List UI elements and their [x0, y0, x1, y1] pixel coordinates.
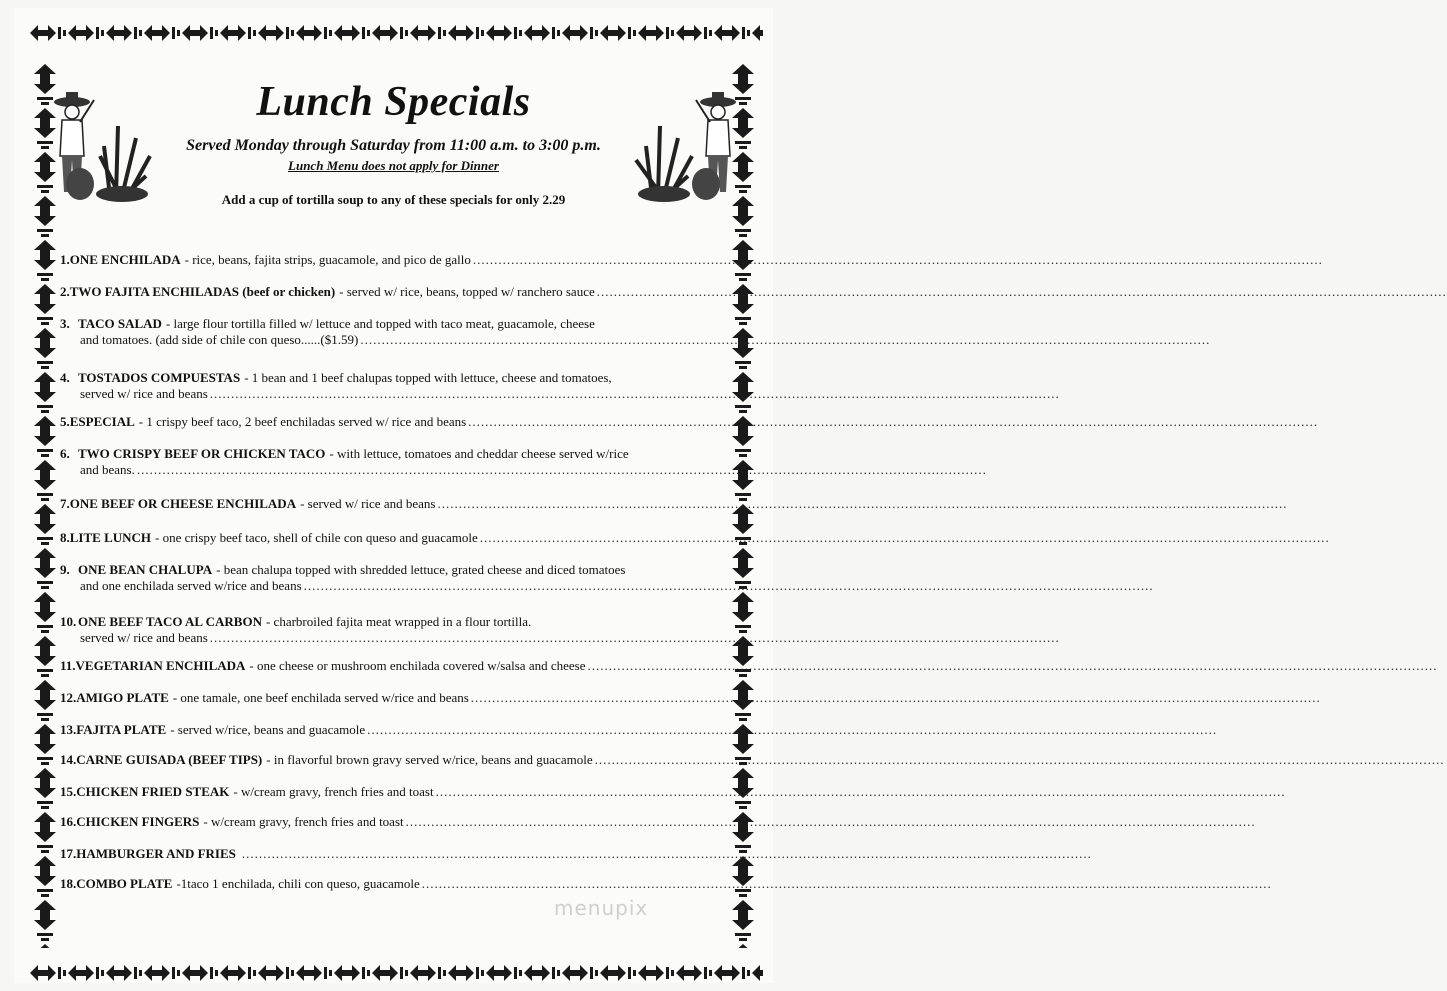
item-description: - served w/rice, beans and guacamole: [170, 722, 366, 737]
menu-item: [60, 414, 1319, 430]
leader-dots: ........................................................................................................................................................................................................: [367, 722, 1218, 737]
item-number: 7.: [60, 496, 70, 511]
item-description: - 1 crispy beef taco, 2 beef enchiladas served w/ rice and beans: [138, 414, 467, 429]
item-number: 18.: [60, 876, 77, 891]
item-description: - w/cream gravy, french fries and toast: [233, 784, 434, 799]
item-number: 9.: [60, 562, 70, 577]
bottom-border-ornament: [30, 962, 763, 984]
item-name: LITE LUNCH: [69, 530, 152, 545]
watermark: menupix: [554, 896, 649, 920]
item-description: - one crispy beef taco, shell of chile con queso and guacamole: [155, 530, 478, 545]
item-name: ESPECIAL: [69, 414, 135, 429]
item-name: TOSTADOS COMPUESTAS: [78, 370, 241, 385]
menu-item: [60, 252, 1323, 268]
menu-item: [60, 316, 1211, 348]
leader-dots: ........................................................................................................................................................................................................: [241, 846, 1092, 861]
leader-dots: ........................................................................................................................................................................................................: [209, 386, 1060, 401]
menu-item: [60, 446, 987, 478]
menu-item: [60, 614, 1060, 646]
item-description-continued: and tomatoes. (add side of chile con queso......($1.59): [80, 332, 359, 347]
item-number: 6.: [60, 446, 70, 461]
item-name: HAMBURGER AND FRIES: [76, 846, 236, 861]
item-description: - with lettuce, tomatoes and cheddar cheese served w/rice: [329, 446, 629, 461]
item-number: 16.: [60, 814, 77, 829]
leader-dots: ........................................................................................................................................................................................................: [470, 690, 1321, 705]
menu-item: [60, 814, 1256, 830]
item-description: - in flavorful brown gravy served w/rice, beans and guacamole: [266, 752, 593, 767]
item-number: 8.: [60, 530, 70, 545]
item-number: 14.: [60, 752, 77, 767]
item-description: - rice, beans, fajita strips, guacamole, and pico de gallo: [184, 252, 471, 267]
item-name: AMIGO PLATE: [76, 690, 169, 705]
leader-dots: ........................................................................................................................................................................................................: [421, 876, 1272, 891]
leader-dots: ........................................................................................................................................................................................................: [405, 814, 1256, 829]
item-number: 11.: [60, 658, 76, 673]
item-name: ONE BEEF TACO AL CARBON: [78, 614, 262, 629]
menu-item: [60, 784, 1286, 800]
soup-offer: Add a cup of tortilla soup to any of these specials for only 2.29: [221, 192, 566, 207]
menu-item: [60, 722, 1218, 738]
item-description: - 1 bean and 1 beef chalupas topped with lettuce, cheese and tomatoes,: [244, 370, 612, 385]
item-number: 10.: [60, 614, 77, 629]
leader-dots: ........................................................................................................................................................................................................: [596, 284, 1447, 299]
menu-item: [60, 752, 1445, 768]
item-number: 13.: [60, 722, 77, 737]
leader-dots: ........................................................................................................................................................................................................: [437, 496, 1288, 511]
menu-item: [60, 876, 1272, 892]
menu-item: [60, 530, 1330, 546]
page-title: Lunch Specials: [256, 79, 531, 125]
leader-dots: ........................................................................................................................................................................................................: [136, 462, 987, 477]
menu-item: [60, 562, 1154, 594]
leader-dots: ........................................................................................................................................................................................................: [468, 414, 1319, 429]
menu-item: [60, 284, 1447, 300]
item-number: 15.: [60, 784, 77, 799]
item-name: ONE BEEF OR CHEESE ENCHILADA: [69, 496, 297, 511]
leader-dots: ........................................................................................................................................................................................................: [435, 784, 1286, 799]
item-description: - served w/ rice, beans, topped w/ ranchero sauce: [339, 284, 595, 299]
item-number: 4.: [60, 370, 70, 385]
item-description: - served w/ rice and beans: [300, 496, 436, 511]
menu-item: [60, 658, 1438, 674]
item-description: -1taco 1 enchilada, chili con queso, guacamole: [176, 876, 420, 891]
item-name: TWO FAJITA ENCHILADAS (beef or chicken): [69, 284, 336, 299]
service-hours: Served Monday through Saturday from 11:00 a.m. to 3:00 p.m.: [186, 137, 601, 154]
item-name: ONE BEAN CHALUPA: [78, 562, 213, 577]
item-description: - w/cream gravy, french fries and toast: [203, 814, 404, 829]
item-description: [236, 846, 240, 862]
item-number: 12.: [60, 690, 77, 705]
item-description-continued: and beans.: [80, 462, 135, 477]
leader-dots: ........................................................................................................................................................................................................: [587, 658, 1438, 673]
item-name: VEGETARIAN ENCHILADA: [75, 658, 246, 673]
item-name: CHICKEN FRIED STEAK: [76, 784, 230, 799]
item-name: FAJITA PLATE: [76, 722, 167, 737]
leader-dots: ........................................................................................................................................................................................................: [209, 630, 1060, 645]
item-number: 2.: [60, 284, 70, 299]
menu-item: [60, 496, 1288, 512]
item-name: COMBO PLATE: [76, 876, 173, 891]
leader-dots: ........................................................................................................................................................................................................: [594, 752, 1445, 767]
item-name: TWO CRISPY BEEF OR CHICKEN TACO: [78, 446, 326, 461]
top-border-ornament: [30, 22, 763, 44]
leader-dots: ........................................................................................................................................................................................................: [360, 332, 1211, 347]
leader-dots: ........................................................................................................................................................................................................: [472, 252, 1323, 267]
item-description: - one cheese or mushroom enchilada covered w/salsa and cheese: [249, 658, 586, 673]
item-name: CHICKEN FINGERS: [76, 814, 200, 829]
item-description-continued: served w/ rice and beans: [80, 386, 208, 401]
menu-item: [60, 370, 1060, 402]
item-number: 17.: [60, 846, 77, 861]
menu-item: [60, 690, 1321, 706]
item-description: - large flour tortilla filled w/ lettuce and topped with taco meat, guacamole, cheese: [165, 316, 595, 331]
menu-item: [60, 846, 1092, 862]
item-number: 3.: [60, 316, 70, 331]
item-name: ONE ENCHILADA: [69, 252, 181, 267]
item-description: - charbroiled fajita meat wrapped in a flour tortilla.: [265, 614, 532, 629]
item-number: 5.: [60, 414, 70, 429]
item-description-continued: and one enchilada served w/rice and beans: [80, 578, 302, 593]
item-name: TACO SALAD: [78, 316, 162, 331]
item-description: - one tamale, one beef enchilada served w/rice and beans: [172, 690, 469, 705]
item-description: - bean chalupa topped with shredded lettuce, grated cheese and diced tomatoes: [216, 562, 626, 577]
leader-dots: ........................................................................................................................................................................................................: [303, 578, 1154, 593]
item-number: 1.: [60, 252, 70, 267]
dinner-note: Lunch Menu does not apply for Dinner: [288, 158, 499, 173]
item-name: CARNE GUISADA (BEEF TIPS): [76, 752, 263, 767]
item-description-continued: served w/ rice and beans: [80, 630, 208, 645]
leader-dots: ........................................................................................................................................................................................................: [479, 530, 1330, 545]
